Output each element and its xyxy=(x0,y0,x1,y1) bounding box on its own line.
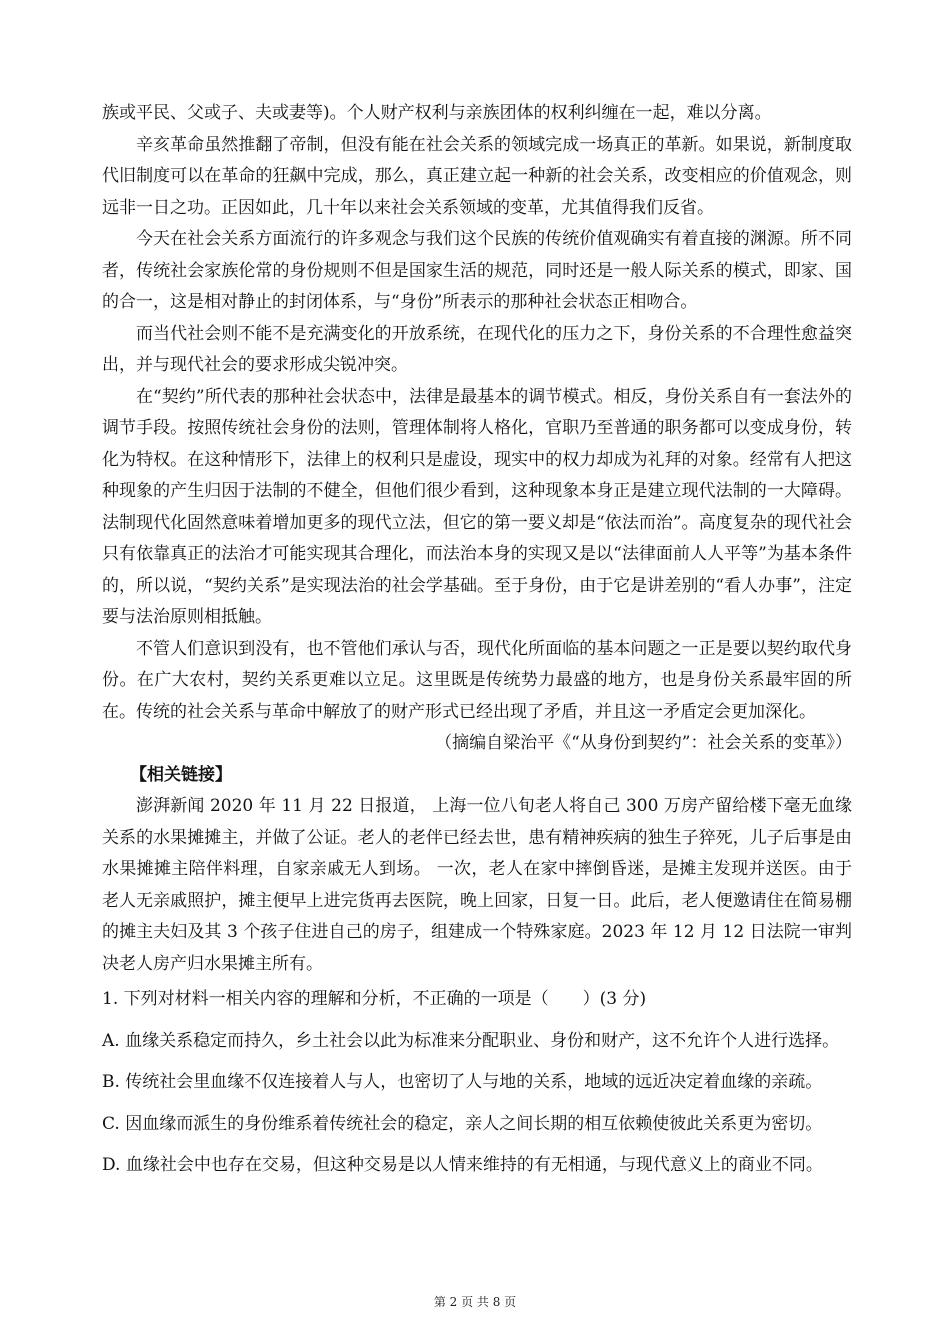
page-footer: 第 2 页 共 8 页 xyxy=(433,1295,517,1309)
related-link-title: 【相关链接】 xyxy=(130,764,232,785)
paragraph: 而当代社会则不能不是充满变化的开放系统，在现代化的压力之下，身份关系的不合理性愈益突出，并与现代社会的要求形成尖锐冲突。 xyxy=(102,323,852,375)
option-a: A. 血缘关系稳定而持久，乡土社会以此为标准来分配职业、身份和财产，这不允许个人进行选择。 xyxy=(102,1030,840,1051)
option-c: C. 因血缘而派生的身份维系着传统社会的稳定，亲人之间长期的相互依赖使彼此关系更为密切。 xyxy=(102,1113,823,1134)
option-d: D. 血缘社会中也存在交易，但这种交易是以人情来维持的有无相通，与现代意义上的商业不同。 xyxy=(102,1155,823,1175)
option-b: B. 传统社会里血缘不仅连接着人与人，也密切了人与地的关系，地域的远近决定着血缘的亲疏。 xyxy=(102,1072,823,1092)
source-citation: （摘编自梁治平《“从身份到契约”：社会关系的变革》） xyxy=(435,733,852,753)
paragraph: 今天在社会关系方面流行的许多观念与我们这个民族的传统价值观确实有着直接的渊源。所不同者，传统社会家族伦常的身份规则不但是国家生活的规范，同时还是一般人际关系的模式，即家、国的合一，这是相对静止的封闭体系，与“身份”所表示的那种社会状态正相吻合。 xyxy=(102,229,852,312)
related-link-text: 澎湃新闻 2020 年 11 月 22 日报道， 上海一位八旬老人将自己 300 万房产留给楼下毫无血缘关系的水果摊摊主，并做了公证。老人的老伴已经去世，患有精神疾病的独生子猝死，儿子后事是由水果摊摊主陪伴料理，自家亲戚无人到场。 一次，老人在家中摔倒昏迷，是摊主发现并送医。由于老人无亲戚照护，摊主便早上进完货再去医院，晚上回家，日复一日。此后，老人便邀请住在简易棚的摊主夫妇及其 3 个孩子住进自己的房子，组建成一个特殊家庭。2023 年 12 月 12 日法院一审判决老人房产归水果摊主所有。 xyxy=(102,796,852,974)
paragraph: 不管人们意识到没有，也不管他们承认与否，现代化所面临的基本问题之一正是要以契约取代身份。在广大农村，契约关系更难以立足。这里既是传统势力最盛的地方，也是身份关系最牢固的所在。传统的社会关系与革命中解放了的财产形式已经出现了矛盾，并且这一矛盾定会更加深化。 xyxy=(102,638,852,722)
paragraph: 在“契约”所代表的那种社会状态中，法律是最基本的调节模式。相反，身份关系自有一套法外的调节手段。按照传统社会身份的法则，管理体制将人格化，官职乃至普通的职务都可以变成身份，转化为特权。在这种情形下，法律上的权利只是虚设，现实中的权力却成为礼拜的对象。经常有人把这种现象的产生归因于法制的不健全，但他们很少看到，这种现象本身正是建立现代法制的一大障碍。法制现代化固然意味着增加更多的现代立法，但它的第一要义却是“依法而治”。高度复杂的现代社会只有依靠真正的法治才可能实现其合理化，而法治本身的实现又是以“法律面前人人平等”为基本条件的，所以说，“契约关系”是实现法治的社会学基础。至于身份，由于它是讲差别的“看人办事”，注定要与法治原则相抵触。 xyxy=(102,386,852,627)
question-stem: 1. 下列对材料一相关内容的理解和分析，不正确的一项是（ ）(3 分) xyxy=(102,989,647,1009)
page-content xyxy=(102,98,852,1182)
paragraph: 族或平民、父或子、夫或妻等)。个人财产权利与亲族团体的权利纠缠在一起，难以分离。 xyxy=(102,103,772,123)
paragraph: 辛亥革命虽然推翻了帝制，但没有能在社会关系的领域完成一场真正的革新。如果说，新制度取代旧制度可以在革命的狂飙中完成，那么，真正建立起一种新的社会关系，改变相应的价值观念，则远非一日之功。正因如此，几十年以来社会关系领域的变革，尤其值得我们反省。 xyxy=(102,134,852,218)
